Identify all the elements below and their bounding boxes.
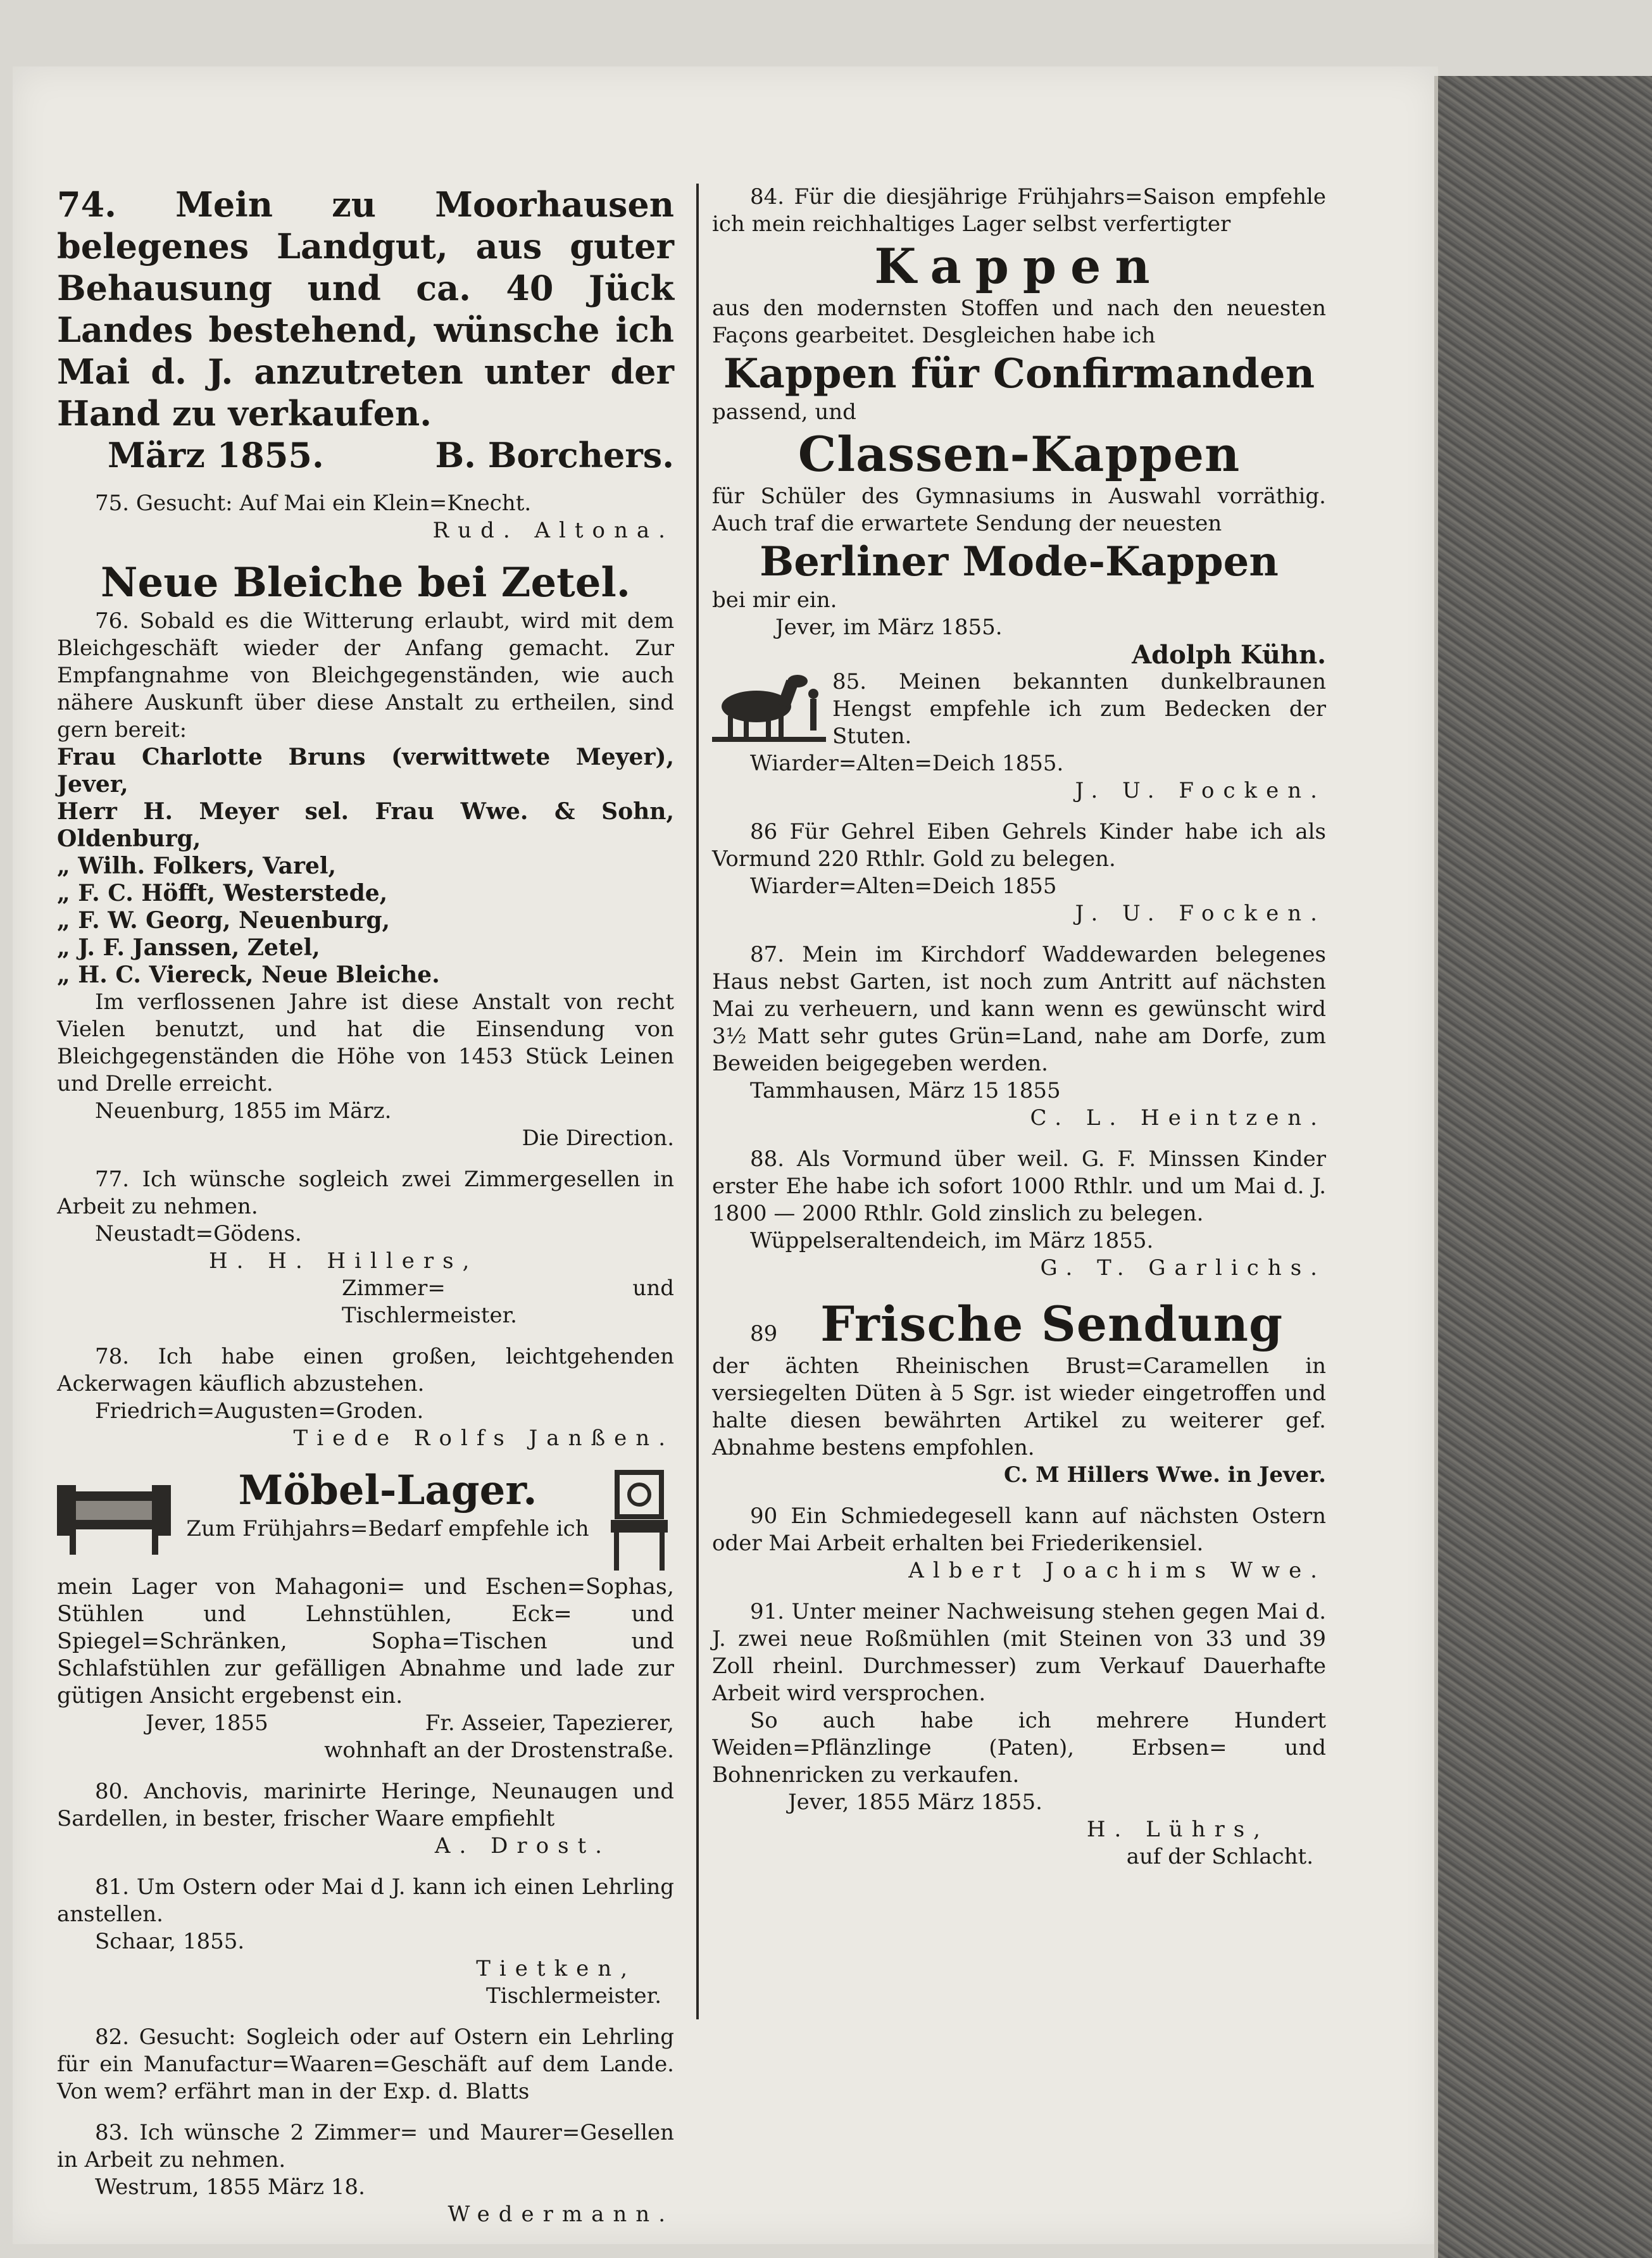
- ad-85-sign: J. U. Focken.: [1075, 778, 1326, 803]
- ad-83-text: 83. Ich wünsche 2 Zimmer= und Maurer=Gesellen in Arbeit zu nehmen.: [57, 2120, 674, 2173]
- ad-81-sign1: Tietken,: [476, 1956, 636, 1981]
- ad-82-text: 82. Gesucht: Sogleich oder auf Ostern ein Lehrling für ein Manufactur=Waaren=Geschäft auf dem Lande. Von wem? erfährt man in der Exp. d. Blatts: [57, 2024, 674, 2104]
- ad-91-sign2: auf der Schlacht.: [1126, 1844, 1313, 1869]
- ad-76-name-0: Frau Charlotte Bruns (verwittwete Meyer), Jever,: [57, 744, 674, 798]
- ad-76-name-5: „ J. F. Janssen, Zetel,: [57, 934, 320, 961]
- ad-91-text: 91. Unter meiner Nachweisung stehen gegen Mai d. J. zwei neue Roßmühlen (mit Steinen von 33 und 39 Zoll rheinl. Durchmesser) zum Verkauf Dauerhafte Arbeit wird versprochen.: [712, 1599, 1326, 1706]
- ad-83-place: Westrum, 1855 März 18.: [95, 2174, 365, 2200]
- ad-80-sign: A. Drost.: [434, 1833, 611, 1859]
- ad-76-name-4: „ F. W. Georg, Neuenburg,: [57, 907, 391, 934]
- ad-89-header: [712, 1296, 1326, 1353]
- column-divider: [696, 184, 699, 2019]
- chair-icon: [604, 1466, 674, 1574]
- ad-79-body: mein Lager von Mahagoni= und Eschen=Sophas, Stühlen und Lehnstühlen, Eck= und Spiegel=Schränken, Sopha=Tischen und Schlafstühlen zur gefälligen Abnahme und lade zur gütigen Ansicht ergebenst ein.: [57, 1574, 674, 1709]
- ad-84-heading2: Kappen für Confirmanden: [723, 350, 1315, 398]
- ad-81-text: 81. Um Ostern oder Mai d J. kann ich einen Lehrling anstellen.: [57, 1874, 674, 1927]
- book-binding: [1438, 76, 1652, 2258]
- ad-85-row: [712, 668, 1326, 750]
- ad-89-sign: C. M Hillers Wwe. in Jever.: [1004, 1462, 1326, 1488]
- ad-79-header: [57, 1466, 674, 1574]
- ad-84-heading1: Kappen: [874, 238, 1164, 294]
- ad-74-text: 74. Mein zu Moorhausen belegenes Landgut, aus guter Behausung und ca. 40 Jück Landes bestehend, wünsche ich Mai d. J. anzutreten unter der Hand zu verkaufen.: [57, 184, 674, 434]
- ad-91-sign1: H. Lührs,: [1086, 1817, 1269, 1842]
- ad-88-place: Wüppelseraltendeich, im März 1855.: [750, 1228, 1154, 1253]
- ad-87-place: Tammhausen, März 15 1855: [750, 1078, 1061, 1103]
- ad-89-text: der ächten Rheinischen Brust=Caramellen in versiegelten Düten à 5 Sgr. ist wieder eingetroffen und halte diesen bewährten Artikel zu weiterer gef. Abnahme bestens empfohlen.: [712, 1353, 1326, 1460]
- ad-74-footer: [57, 434, 674, 476]
- ad-83-sign: Wedermann.: [447, 2202, 674, 2227]
- ad-84-text4: für Schüler des Gymnasiums in Auswahl vorräthig. Auch traf die erwartete Sendung der neuesten: [712, 484, 1326, 536]
- ad-91-place: Jever, 1855 März 1855.: [788, 1790, 1042, 1815]
- ad-84-heading3: Classen-Kappen: [798, 426, 1241, 482]
- ad-78-sign: Tiede Rolfs Janßen.: [293, 1426, 674, 1451]
- ad-81-sign2: Tischlermeister.: [486, 1983, 661, 2009]
- ad-75-text: 75. Gesucht: Auf Mai ein Klein=Knecht.: [95, 491, 532, 516]
- ad-77-text: 77. Ich wünsche sogleich zwei Zimmergesellen in Arbeit zu nehmen.: [57, 1167, 674, 1219]
- ad-84-heading4: Berliner Mode-Kappen: [760, 538, 1279, 586]
- ad-87-text: 87. Mein im Kirchdorf Waddewarden belegenes Haus nebst Garten, ist noch zum Antritt auf nächsten Mai zu verheuern, und kann wenn es gewünscht wird 3½ Matt sehr gutes Grün=Land, nahe am Dorfe, zum Beweiden beigegeben werden.: [712, 942, 1326, 1076]
- ad-79-place: Jever, 1855: [146, 1710, 268, 1736]
- ad-78-place: Friedrich=Augusten=Groden.: [95, 1398, 424, 1424]
- ad-79-text1: Zum Frühjahrs=Bedarf empfehle ich: [186, 1516, 589, 1541]
- ad-79-sign2: wohnhaft an der Drostenstraße.: [324, 1738, 674, 1763]
- ad-84-sign: Adolph Kühn.: [1132, 640, 1326, 670]
- ad-90-sign: Albert Joachims Wwe.: [908, 1558, 1326, 1583]
- ad-85-text: 85. Meinen bekannten dunkelbraunen Hengst empfehle ich zum Bedecken der Stuten.: [832, 669, 1326, 749]
- ad-86-sign: J. U. Focken.: [1075, 901, 1326, 926]
- ad-86-text: 86 Für Gehrel Eiben Gehrels Kinder habe ich als Vormund 220 Rthlr. Gold zu belegen.: [712, 819, 1326, 872]
- ad-80-text: 80. Anchovis, marinirte Heringe, Neunaugen und Sardellen, in bester, frischer Waare empfiehlt: [57, 1779, 674, 1831]
- ad-76-sign: Die Direction.: [522, 1126, 674, 1151]
- ad-84-text3: passend, und: [712, 399, 856, 425]
- ad-88-sign: G. T. Garlichs.: [1040, 1255, 1326, 1281]
- sofa-icon: [57, 1466, 171, 1561]
- ad-75-sign: Rud. Altona.: [432, 518, 674, 543]
- ad-86-place: Wiarder=Alten=Deich 1855: [750, 874, 1057, 899]
- ad-76-heading: Neue Bleiche bei Zetel.: [100, 559, 631, 606]
- ad-91-text2: So auch habe ich mehrere Hundert Weiden=Pflänzlinge (Paten), Erbsen= und Bohnenricken zu verkaufen.: [712, 1708, 1326, 1788]
- ad-76-name-3: „ F. C. Höfft, Westerstede,: [57, 880, 388, 906]
- ad-84-text5: bei mir ein.: [712, 587, 837, 613]
- ad-84-place: Jever, im März 1855.: [775, 615, 1003, 640]
- ad-76-text2: Im verflossenen Jahre ist diese Anstalt von recht Vielen benutzt, und hat die Einsendung von Bleichgegenständen die Höhe von 1453 Stück Leinen und Drelle erreicht.: [57, 989, 674, 1096]
- ad-89-num: 89: [750, 1321, 778, 1346]
- ad-79-sign1: Fr. Asseier, Tapezierer,: [425, 1710, 674, 1736]
- ad-84-text1: 84. Für die diesjährige Frühjahrs=Saison empfehle ich mein reichhaltiges Lager selbst verfertigter: [712, 184, 1326, 237]
- right-column: [712, 184, 1326, 1871]
- ad-76-text: 76. Sobald es die Witterung erlaubt, wird mit dem Bleichgeschäft wieder der Anfang gemacht. Zur Empfangnahme von Bleichgegenständen, wie auch nähere Auskunft über diese Anstalt zu ertheilen, sind gern bereit:: [57, 608, 674, 743]
- ad-79-heading: Möbel-Lager.: [238, 1467, 537, 1514]
- ad-79-footer: [57, 1710, 674, 1737]
- ad-77-sign1: H. H. Hillers,: [209, 1248, 479, 1274]
- ad-89-heading: Frische Sendung: [820, 1296, 1284, 1352]
- ad-74-date: März 1855.: [108, 435, 324, 475]
- ad-79-text2: [57, 1574, 674, 1710]
- left-column: [57, 184, 674, 2228]
- ad-81-place: Schaar, 1855.: [95, 1929, 245, 1954]
- ad-87-sign: C. L. Heintzen.: [1030, 1105, 1326, 1131]
- ad-76-name-6: „ H. C. Viereck, Neue Bleiche.: [57, 962, 440, 988]
- ad-76-name-1: Herr H. Meyer sel. Frau Wwe. & Sohn, Oldenburg,: [57, 798, 674, 852]
- ad-76-name-2: „ Wilh. Folkers, Varel,: [57, 853, 337, 879]
- ad-90-text: 90 Ein Schmiedegesell kann auf nächsten Ostern oder Mai Arbeit erhalten bei Friederikensiel.: [712, 1503, 1326, 1556]
- ad-88-text: 88. Als Vormund über weil. G. F. Minssen Kinder erster Ehe habe ich sofort 1000 Rthlr. und um Mai d. J. 1800 — 2000 Rthlr. Gold zinslich zu belegen.: [712, 1146, 1326, 1226]
- ad-85-place: Wiarder=Alten=Deich 1855.: [750, 751, 1064, 776]
- ad-77-place: Neustadt=Gödens.: [95, 1221, 302, 1246]
- ad-77-sign2: Zimmer= und Tischlermeister.: [342, 1276, 674, 1328]
- ad-84-text2: aus den modernsten Stoffen und nach den neuesten Façons gearbeitet. Desgleichen habe ich: [712, 296, 1326, 348]
- horse-icon: [712, 668, 826, 744]
- ad-74-sign: B. Borchers.: [435, 435, 674, 475]
- ad-76-place: Neuenburg, 1855 im März.: [95, 1098, 392, 1124]
- ad-78-text: 78. Ich habe einen großen, leichtgehenden Ackerwagen käuflich abzustehen.: [57, 1344, 674, 1396]
